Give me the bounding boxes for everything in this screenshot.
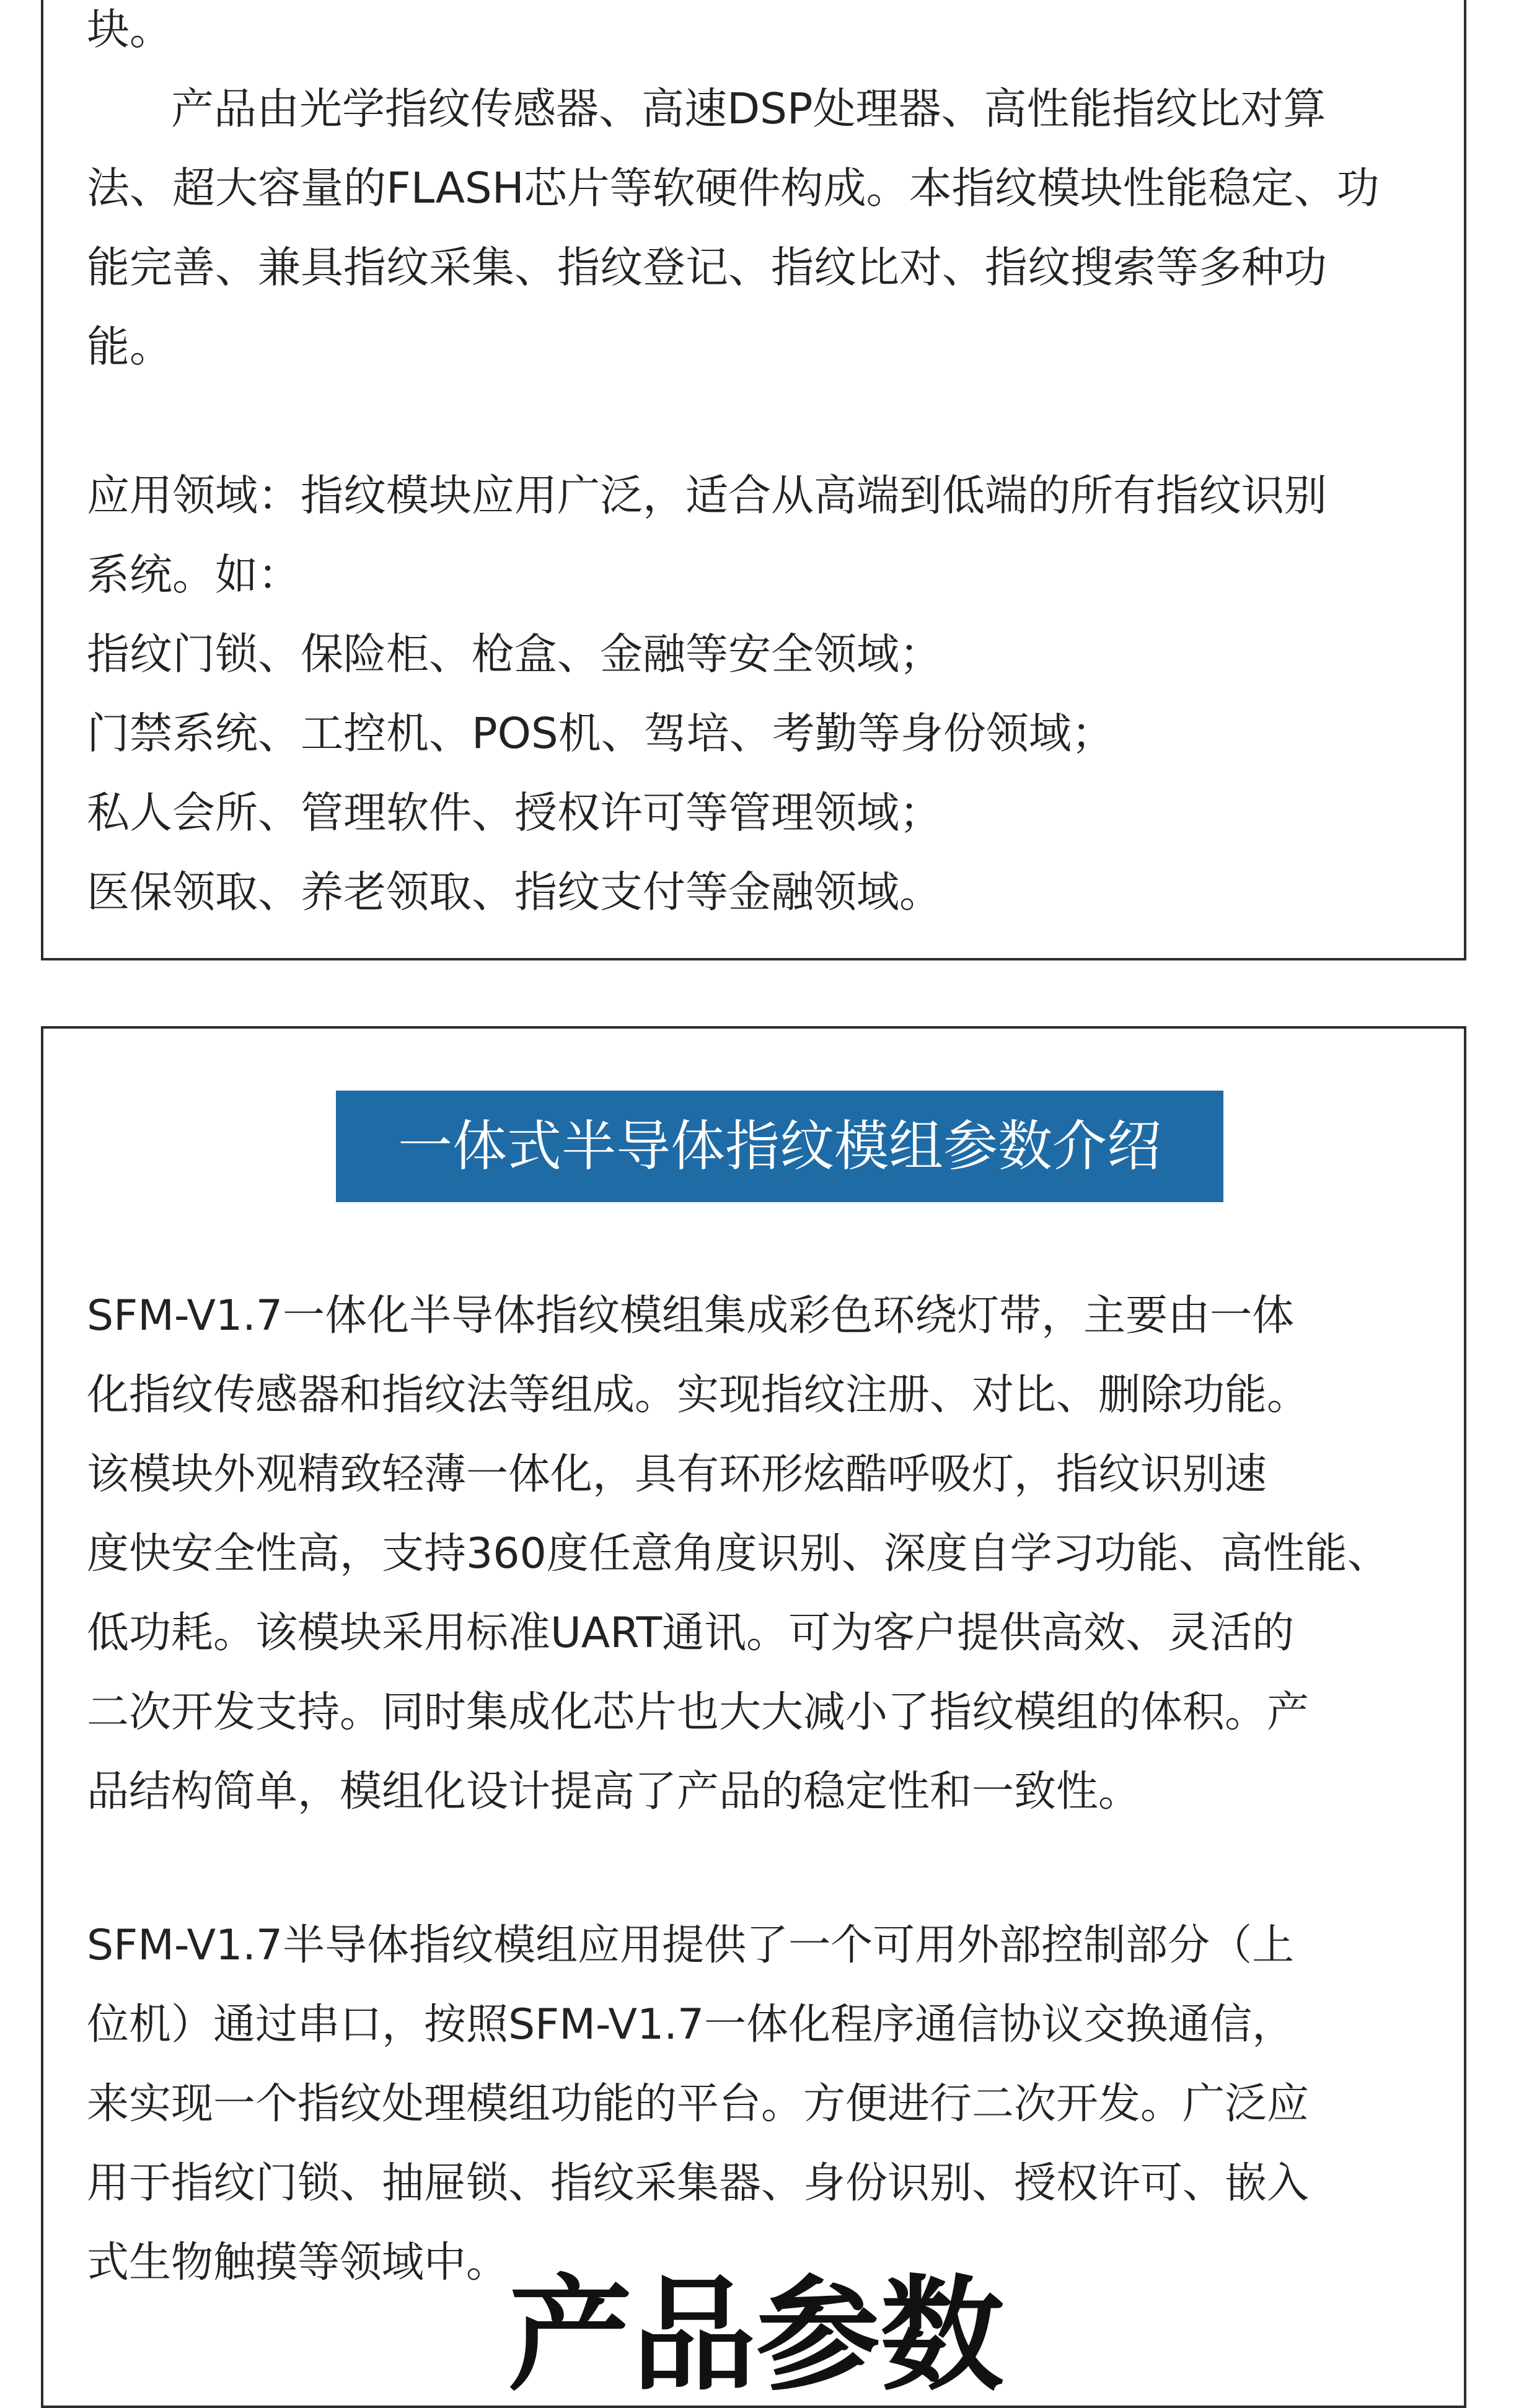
module-description-paragraph	[87, 1277, 1439, 1832]
application-detail-line: 来实现一个指纹处理模组功能的平台。方便进行二次开发。广泛应	[87, 2080, 1310, 2129]
application-line: 系统。如：	[87, 550, 301, 600]
description-line: SFM-V1.7一体化半导体指纹模组集成彩色环绕灯带，主要由一体	[87, 1291, 1295, 1340]
application-line: 应用领域：指纹模块应用广泛，适合从高端到低端的所有指纹识别	[87, 471, 1327, 521]
application-line: 指纹门锁、保险柜、枪盒、金融等安全领域；	[87, 630, 942, 679]
module-application-paragraph	[87, 1906, 1439, 2303]
intro-line: 块。	[87, 5, 172, 55]
module-parameters-panel	[41, 1026, 1466, 2408]
parameters-heading: 产品参数	[508, 2264, 1005, 2408]
application-detail-line: 用于指纹门锁、抽屉锁、指纹采集器、身份识别、授权许可、嵌入	[87, 2159, 1310, 2208]
intro-line: 能完善、兼具指纹采集、指纹登记、指纹比对、指纹搜索等多种功	[87, 243, 1327, 292]
intro-line: 产品由光学指纹传感器、高速DSP处理器、高性能指纹比对算	[171, 84, 1326, 134]
application-detail-line: 位机）通过串口，按照SFM-V1.7一体化程序通信协议交换通信，	[87, 2000, 1295, 2049]
intro-paragraph	[87, 0, 1439, 387]
description-line: 二次开发支持。同时集成化芯片也大大减小了指纹模组的体积。产	[87, 1688, 1310, 1737]
description-line: 品结构简单，模组化设计提高了产品的稳定性和一致性。	[87, 1767, 1141, 1816]
application-line: 私人会所、管理软件、授权许可等管理领域；	[87, 788, 942, 838]
application-detail-line: 式生物触摸等领域中。	[87, 2238, 509, 2287]
description-line: 低功耗。该模块采用标准UART通讯。可为客户提供高效、灵活的	[87, 1609, 1295, 1658]
intro-line: 法、超大容量的FLASH芯片等软硬件构成。本指纹模块性能稳定、功	[87, 164, 1380, 213]
intro-line: 能。	[87, 322, 172, 372]
application-line: 门禁系统、工控机、POS机、驾培、考勤等身份领域；	[87, 709, 1114, 758]
application-line: 医保领取、养老领取、指纹支付等金融领域。	[87, 868, 942, 917]
applications-paragraph	[87, 456, 1439, 932]
application-detail-line: SFM-V1.7半导体指纹模组应用提供了一个可用外部控制部分（上	[87, 1921, 1295, 1970]
description-line: 化指纹传感器和指纹法等组成。实现指纹注册、对比、删除功能。	[87, 1371, 1310, 1420]
description-line: 该模块外观精致轻薄一体化，具有环形炫酷呼吸灯，指纹识别速	[87, 1450, 1267, 1499]
section-banner: 一体式半导体指纹模组参数介绍	[336, 1091, 1223, 1202]
product-intro-panel	[41, 0, 1466, 960]
description-line: 度快安全性高，支持360度任意角度识别、深度自学习功能、高性能、	[87, 1529, 1389, 1578]
